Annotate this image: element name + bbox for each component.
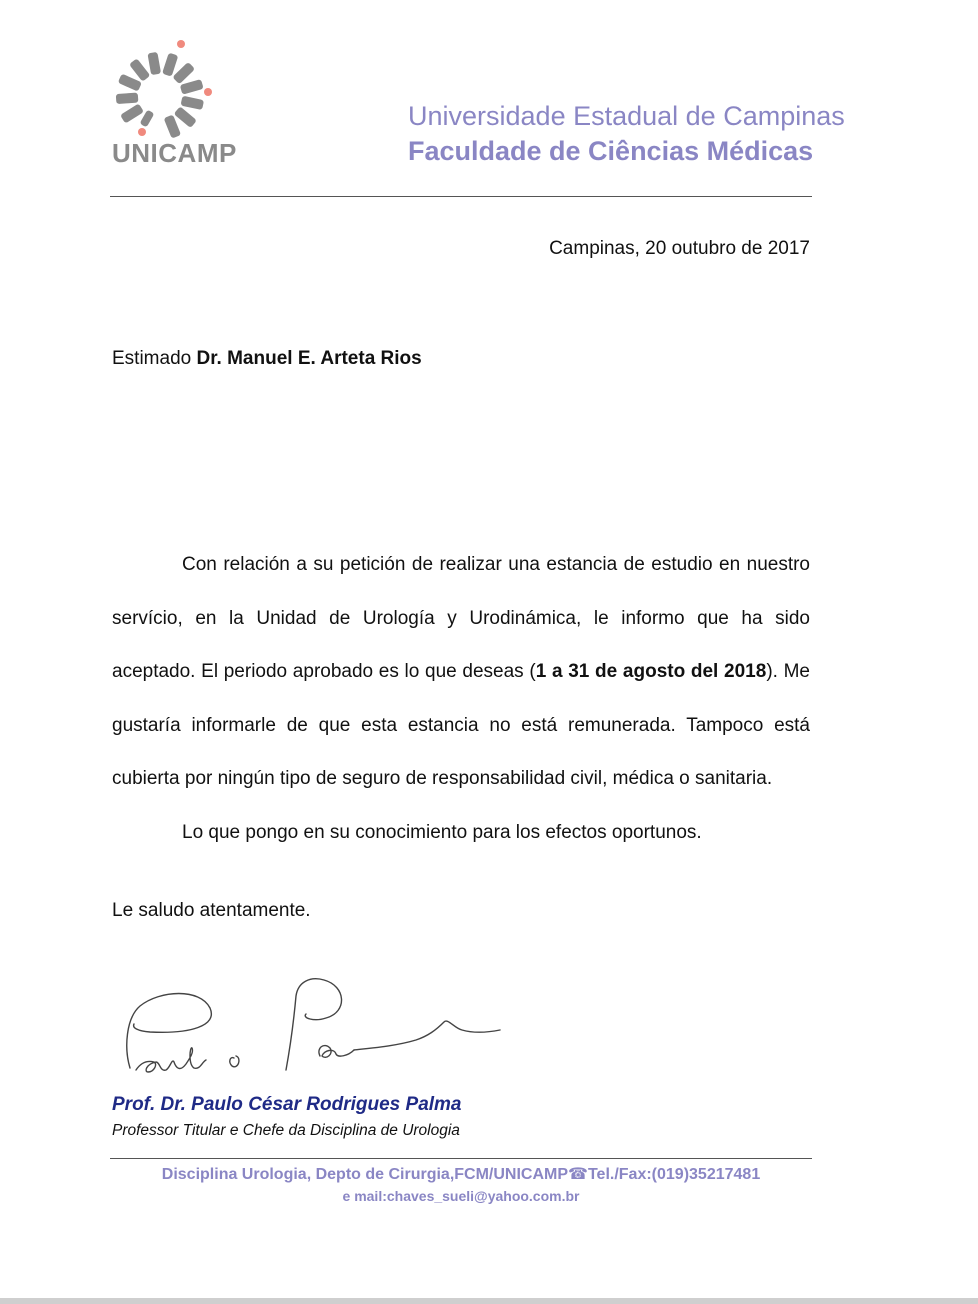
handwritten-signature-icon bbox=[110, 968, 510, 1086]
signer-name: Prof. Dr. Paulo César Rodrigues Palma bbox=[112, 1094, 462, 1115]
page-bottom-band bbox=[0, 1298, 978, 1304]
body-paragraph-1 bbox=[112, 538, 810, 806]
footer-email: e mail:chaves_sueli@yahoo.com.br bbox=[342, 1188, 580, 1204]
unicamp-logo-icon bbox=[110, 38, 220, 138]
salutation bbox=[112, 348, 422, 370]
recipient-name: Dr. Manuel E. Arteta Rios bbox=[196, 348, 422, 369]
signer-title: Professor Titular e Chefe da Disciplina de Urologia bbox=[112, 1122, 460, 1139]
university-name: Universidade Estadual de Campinas bbox=[408, 101, 845, 131]
salutation-prefix: Estimado bbox=[112, 348, 197, 369]
footer-divider bbox=[110, 1158, 812, 1159]
closing-line: Le saludo atentamente. bbox=[112, 900, 311, 921]
body-paragraph-2: Lo que pongo en su conocimiento para los efectos oportunos. bbox=[182, 822, 702, 843]
p1-text-start: Con relación a su petición de realizar una estancia de estudio en nuestro servício, en la Unidad de Urología y Urodinámica, le informo que ha sido aceptado. El periodo aprobado es lo que deseas ( bbox=[112, 554, 810, 682]
approved-period: 1 a 31 de agosto del 2018 bbox=[535, 661, 767, 682]
faculty-name: Faculdade de Ciências Médicas bbox=[408, 136, 814, 166]
logo-text: UNICAMP bbox=[112, 138, 237, 168]
header-divider bbox=[110, 196, 812, 197]
p1-text-end: ). Me gustaría informarle de que esta estancia no está remunerada. Tampoco está cubierta por ningún tipo de seguro de responsabilidad civil, médica o sanitaria. bbox=[112, 661, 811, 789]
letter-date: Campinas, 20 outubro de 2017 bbox=[549, 238, 810, 259]
footer-contact: Disciplina Urologia, Depto de Cirurgia,FCM/UNICAMP☎Tel./Fax:(019)35217481 bbox=[161, 1166, 761, 1183]
